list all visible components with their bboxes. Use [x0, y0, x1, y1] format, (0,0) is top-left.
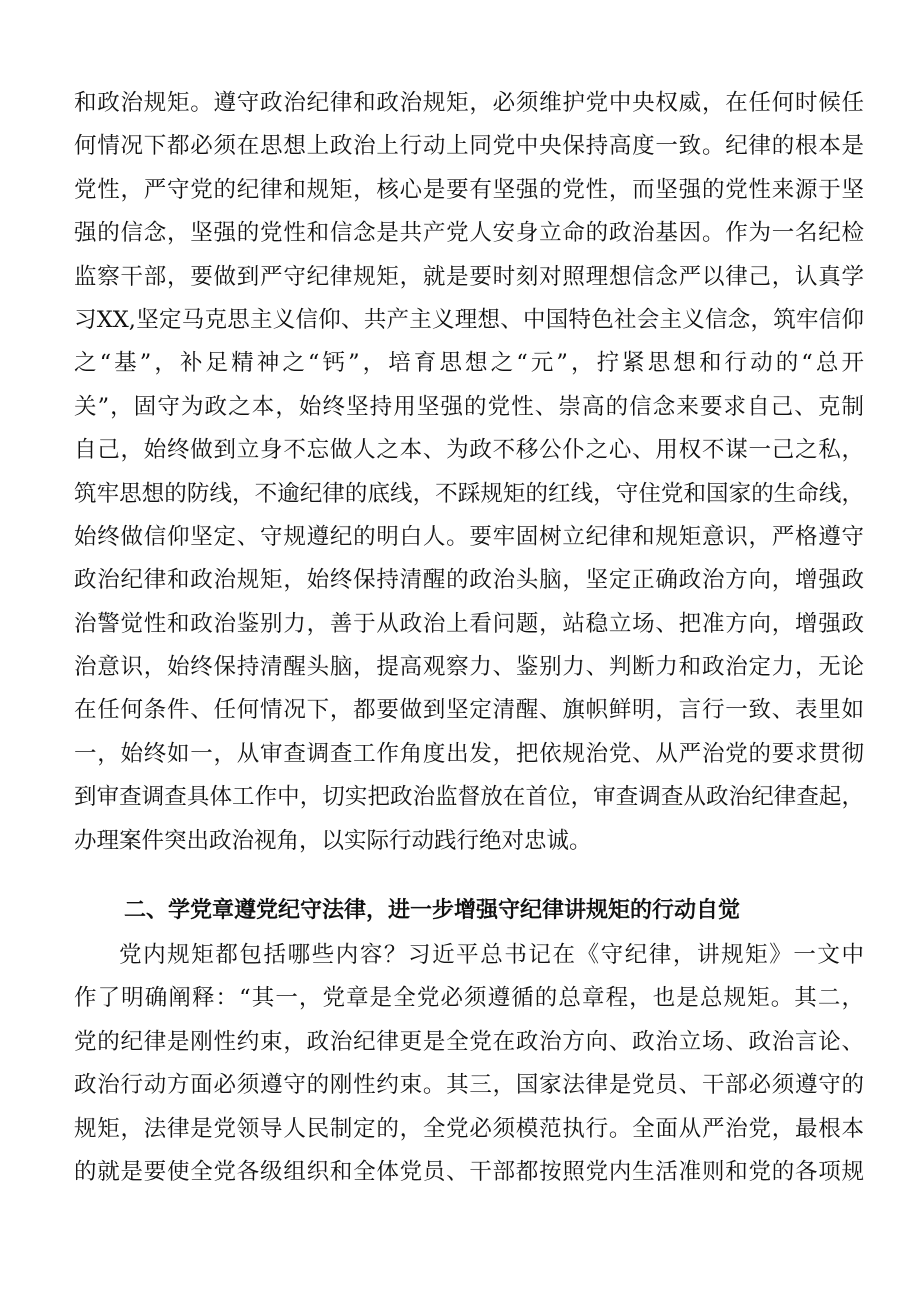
- text-line: 和政治规矩。遵守政治纪律和政治规矩，必须维护党中央权威，在任何时候任: [74, 90, 864, 116]
- text-line: 一，始终如一，从审查调查工作角度出发，把依规治党、从严治党的要求贯彻: [74, 740, 864, 767]
- paragraph-discipline-and-rules: [74, 82, 864, 863]
- text-line: 到审查调查具体工作中，切实把政治监督放在首位，审查调查从政治纪律查起，: [74, 784, 864, 811]
- text-line: 治警觉性和政治鉴别力，善于从政治上看问题，站稳立场、把准方向，增强政: [74, 610, 864, 637]
- text-line: 党性，严守党的纪律和规矩，核心是要有坚强的党性，而坚强的党性来源于坚: [74, 176, 864, 203]
- text-line: 习XX,坚定马克思主义信仰、共产主义理想、中国特色社会主义信念，筑牢信仰: [74, 306, 864, 333]
- text-line: 作了明确阐释：“其一，党章是全党必须遵循的总章程，也是总规矩。其二，: [74, 985, 864, 1012]
- text-line: 规矩，法律是党领导人民制定的，全党必须模范执行。全面从严治党，最根本: [74, 1115, 864, 1142]
- text-line: 政治纪律和政治规矩，始终保持清醒的政治头脑，坚定正确政治方向，增强政: [74, 567, 864, 594]
- text-line: 政治行动方面必须遵守的刚性约束。其三，国家法律是党员、干部必须遵守的: [74, 1072, 864, 1099]
- text-line: 办理案件突出政治视角，以实际行动践行绝对忠诚。: [74, 827, 592, 854]
- text-line: 在任何条件、任何情况下，都要做到坚定清醒、旗帜鲜明，言行一致、表里如: [74, 697, 864, 724]
- text-line: 筑牢思想的防线，不逾纪律的底线，不踩规矩的红线，守住党和国家的生命线，: [74, 480, 864, 507]
- paragraph-party-rules: [74, 934, 864, 1194]
- text-line: 的就是要使全党各级组织和全体党员、干部都按照党内生活准则和党的各项规: [74, 1158, 864, 1185]
- text-line: 何情况下都必须在思想上政治上行动上同党中央保持高度一致。纪律的根本是: [74, 133, 864, 160]
- text-line: 关”，固守为政之本，始终坚持用坚强的党性、崇高的信念来要求自己、克制: [74, 393, 864, 420]
- text-line: 强的信念，坚强的党性和信念是共产党人安身立命的政治基因。作为一名纪检: [74, 220, 864, 247]
- text-line: 监察干部，要做到严守纪律规矩，就是要时刻对照理想信念严以律己，认真学: [74, 263, 864, 290]
- text-line: 自己，始终做到立身不忘做人之本、为政不移公仆之心、用权不谋一己之私，: [74, 437, 864, 464]
- text-line: 之“基”，补足精神之“钙”，培育思想之“元”，拧紧思想和行动的“总开: [74, 350, 864, 377]
- text-line: 党内规矩都包括哪些内容？习近平总书记在《守纪律，讲规矩》一文中: [119, 942, 864, 968]
- text-line: 始终做信仰坚定、守规遵纪的明白人。要牢固树立纪律和规矩意识，严格遵守: [74, 523, 864, 550]
- text-line: 治意识，始终保持清醒头脑，提高观察力、鉴别力、判断力和政治定力，无论: [74, 654, 864, 681]
- section-heading: 二、学党章遵党纪守法律，进一步增强守纪律讲规矩的行动自觉: [124, 898, 741, 923]
- text-line: 党的纪律是刚性约束，政治纪律更是全党在政治方向、政治立场、政治言论、: [74, 1028, 864, 1055]
